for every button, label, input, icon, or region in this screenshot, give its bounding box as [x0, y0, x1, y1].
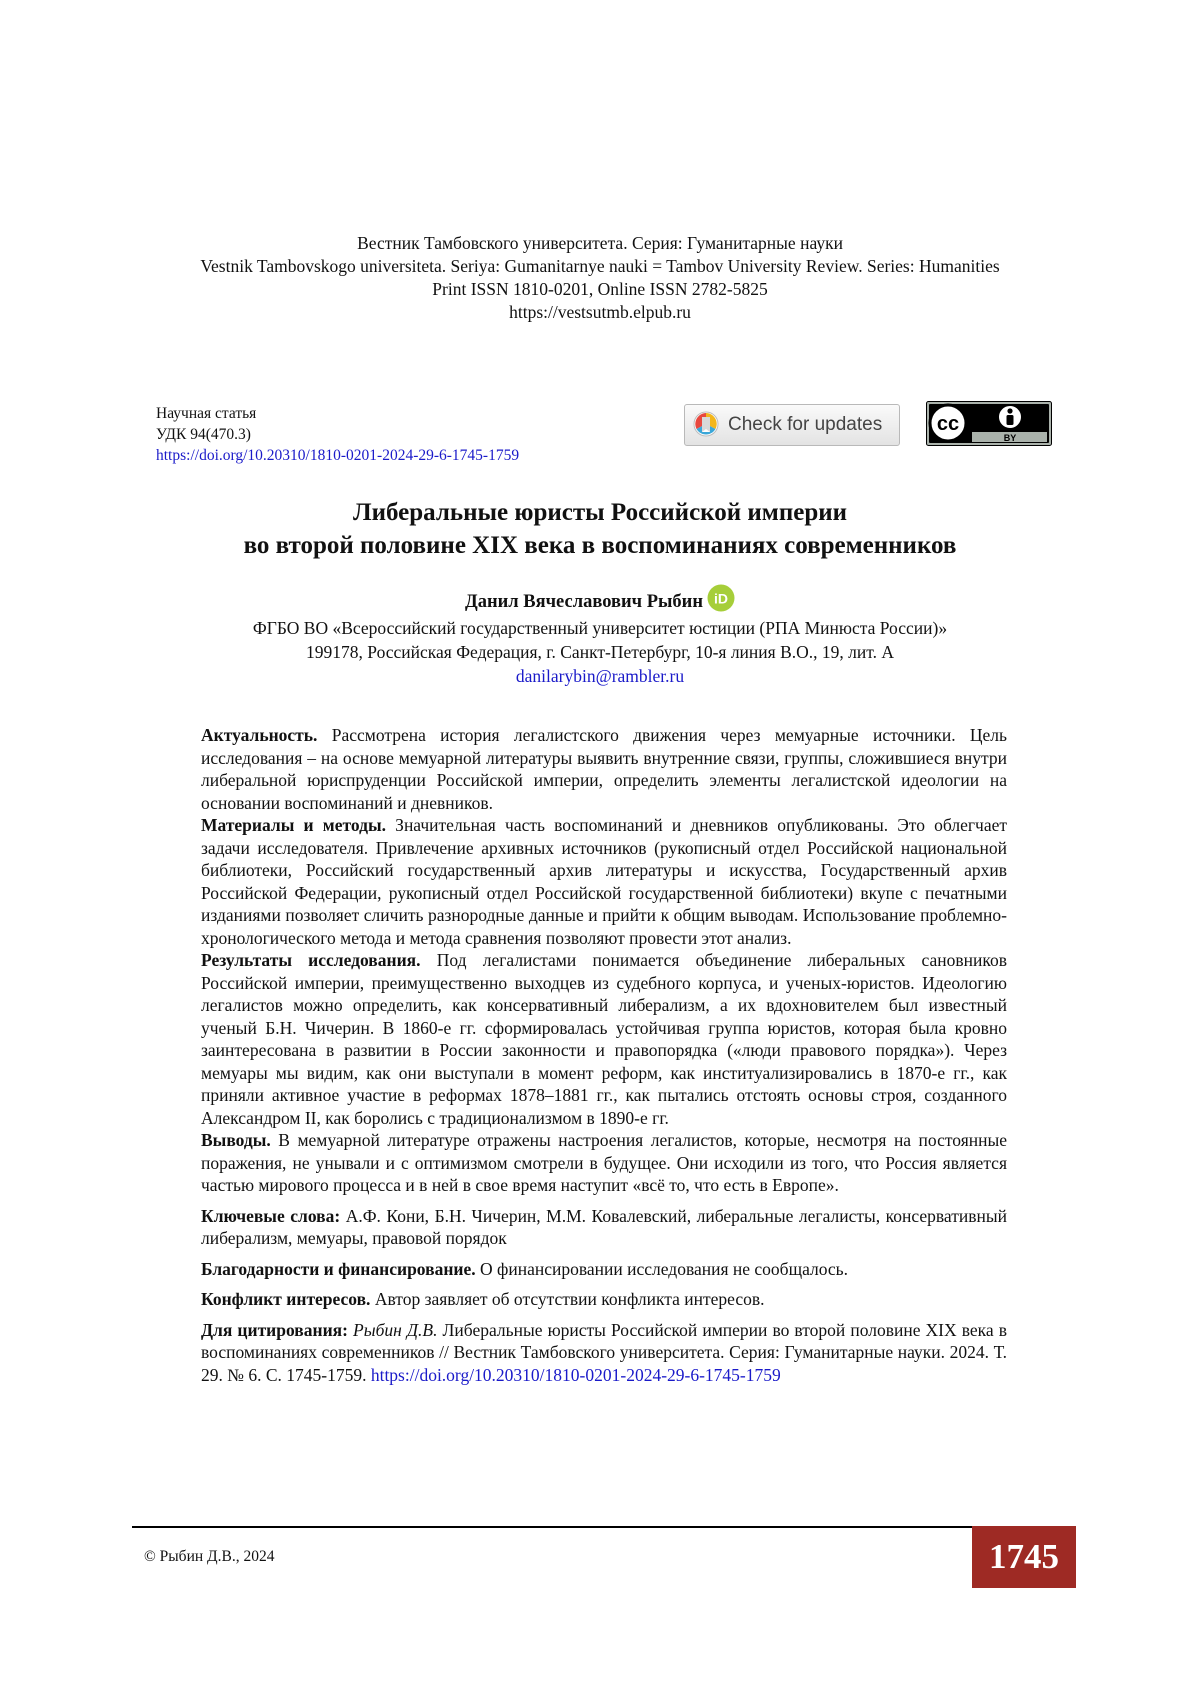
keywords-text: А.Ф. Кони, Б.Н. Чичерин, М.М. Ковалевский, либеральные легалисты, консервативный либерализм, мемуары, правовой порядок [201, 1205, 1008, 1248]
citation-doi-link[interactable]: https://doi.org/10.20310/1810-0201-2024-29-6-1745-1759 [370, 1364, 781, 1385]
footer-divider [132, 1526, 1076, 1528]
conflict-text: Автор заявляет об отсутствии конфликта интересов. [374, 1289, 765, 1309]
keywords-label: Ключевые слова: [201, 1205, 341, 1226]
journal-title-ru: Вестник Тамбовского университета. Серия: Гуманитарные науки [357, 233, 843, 253]
conclusions-text: В мемуарной литературе отражены настроения легалистов, которые, несмотря на постоянные поражения, не унывали и с оптимизмом смотрели в будущее. Они исходили из того, что Россия является частью мирового процесса и в ней в свое время наступит «всё то, что есть в Европе». [201, 1130, 1008, 1195]
citation-text: Либеральные юристы Российской империи во второй половине XIX века в воспоминаниях современников // Вестник Тамбовского университета. Серия: Гуманитарные науки. 2024. Т. 29. № 6. С. 1745-1759. [201, 1319, 1007, 1385]
article-meta [156, 403, 519, 466]
crossmark-icon [693, 410, 719, 440]
cc-by-label: BY [1003, 433, 1017, 443]
cc-logo-text: cc [936, 413, 960, 435]
udc-code: УДК 94(470.3) [156, 426, 251, 443]
author-name: Данил Вячеславович Рыбин [464, 592, 704, 612]
methods-label: Материалы и методы. [201, 815, 386, 835]
author-address: 199178, Российская Федерация, г. Санкт-Петербург, 10-я линия В.О., 19, лит. А [306, 642, 894, 662]
orcid-label: iD [714, 590, 729, 607]
author-block [90, 588, 1110, 688]
orcid-icon[interactable] [707, 584, 735, 612]
author-affiliation: ФГБО ВО «Всероссийский государственный университет юстиции (РПА Минюста России)» [252, 618, 948, 638]
doi-link[interactable]: https://doi.org/10.20310/1810-0201-2024-29-6-1745-1759 [156, 447, 520, 464]
journal-header [60, 232, 1140, 324]
journal-url[interactable]: https://vestsutmb.elpub.ru [509, 302, 691, 322]
abstract-conclusions [201, 1129, 1007, 1197]
article-title [90, 496, 1110, 562]
funding-label: Благодарности и финансирование. [201, 1258, 476, 1279]
citation-label: Для цитирования: [201, 1319, 348, 1340]
check-for-updates-label: Check for updates [728, 414, 883, 435]
abstract-results [201, 949, 1007, 1129]
conflict-of-interest [201, 1288, 1007, 1311]
citation-author: Рыбин Д.В. [353, 1319, 438, 1340]
results-text: Под легалистами понимается объединение либеральных сановников Российской империи, преимущественно выходцев из судебного корпуса, и ученых-юристов. Идеологию легалистов можно определить, как консервативный либерализм, а их вдохновителем был известный ученый Б.Н. Чичерин. В 1860-е гг. сформировалась устойчивая группа юристов, которая была кровно заинтересована в развитии в России законности и правопорядка («люди правового порядка»). Через мемуары мы видим, как они выступали в момент реформ, как институализировались в 1870-е гг., как приняли активное участие в реформах 1878–1881 гг., как пытались отстоять основы строя, созданного Александром II, как боролись с традиционализмом в 1890-е гг. [201, 950, 1008, 1128]
page-number: 1745 [972, 1526, 1076, 1588]
methods-text: Значительная часть воспоминаний и дневников опубликованы. Это облегчает задачи исследователя. Привлечение архивных источников (рукописный отдел Российской национальной библиотеки, Российский государственный архив литературы и искусства, Государственный архив Российской Федерации, рукописный отдел Российской государственной библиотеки) вкупе с печатными изданиями позволяет сличить разнородные данные и прийти к общим выводам. Использование проблемно-хронологического метода и метода сравнения позволяют провести этот анализ. [201, 815, 1008, 948]
conflict-label: Конфликт интересов. [201, 1289, 371, 1309]
title-line-1: Либеральные юристы Российской империи [352, 499, 848, 526]
abstract [201, 724, 1007, 1386]
article-type: Научная статья [156, 405, 257, 422]
funding-text: О финансировании исследования не сообщалось. [480, 1258, 849, 1279]
copyright: © Рыбин Д.В., 2024 [144, 1548, 275, 1565]
title-line-2: во второй половине XIX века в воспоминаниях современников [243, 532, 957, 559]
check-for-updates-badge[interactable] [684, 404, 900, 446]
journal-title-en: Vestnik Tambovskogo universiteta. Seriya: Gumanitarnye nauki = Tambov University Review. Series: Humanities [200, 256, 1000, 276]
author-email-link[interactable]: danilarybin@rambler.ru [515, 666, 685, 686]
funding [201, 1258, 1007, 1281]
relevance-label: Актуальность. [201, 725, 318, 745]
author-name-row [465, 588, 735, 616]
relevance-text: Рассмотрена история легалистского движения через мемуарные источники. Цель исследования – на основе мемуарной литературы выявить внутренние связи, группы, сложившиеся внутри либеральной юриспруденции Российской империи, определить элементы легалистской идеологии на основании воспоминаний и дневников. [201, 725, 1008, 813]
journal-issn: Print ISSN 1810-0201, Online ISSN 2782-5825 [432, 279, 768, 299]
conclusions-label: Выводы. [201, 1130, 271, 1150]
abstract-relevance [201, 724, 1007, 814]
citation [201, 1319, 1007, 1387]
results-label: Результаты исследования. [201, 950, 421, 970]
abstract-methods [201, 814, 1007, 949]
cc-by-license-badge[interactable] [926, 401, 1052, 446]
keywords [201, 1205, 1007, 1250]
